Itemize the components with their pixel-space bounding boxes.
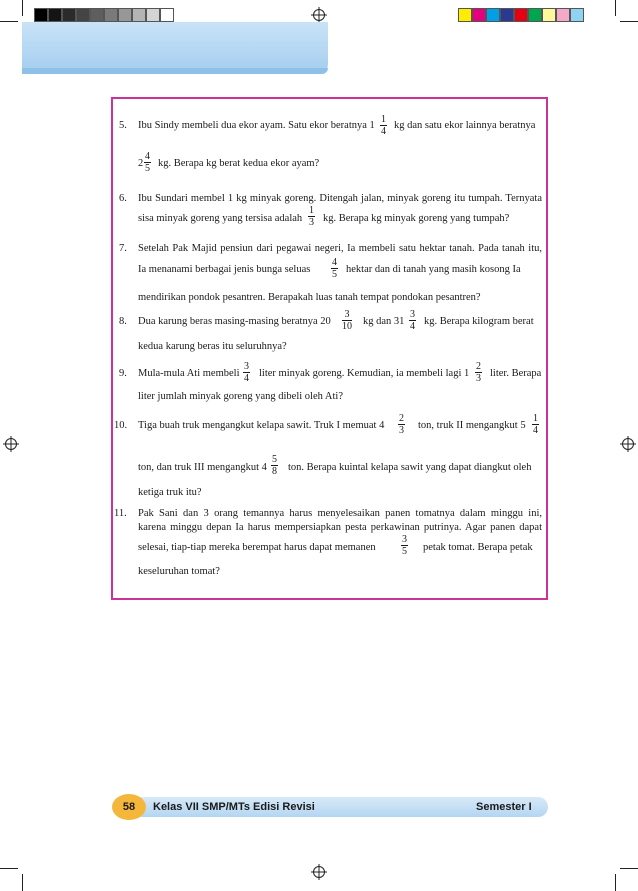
exercise-number: 11. — [114, 508, 127, 519]
exercise-text: kg. Berapa kg minyak goreng yang tumpah? — [323, 213, 510, 224]
crop-mark — [22, 874, 23, 891]
exercise-text: Mula-mula Ati membeli — [138, 368, 240, 379]
exercise-number: 10. — [114, 420, 128, 431]
grayscale-calibration-bar — [34, 8, 174, 22]
fraction: $\frac{2}{3}$ — [399, 413, 404, 436]
exercise-text: selesai, tiap-tiap mereka berempat harus dapat memanen — [138, 542, 376, 553]
fraction: $\frac{4}{5}$ — [145, 151, 150, 174]
exercise-text: sisa minyak goreng yang tersisa adalah — [138, 213, 303, 224]
semester-label: Semester I — [476, 801, 532, 813]
exercise-text: mendirikan pondok pesantren. Berapakah luas tanah tempat pondokan pesantren? — [138, 292, 481, 303]
calibration-swatch — [556, 8, 570, 22]
fraction: $\frac{3}{4}$ — [244, 361, 249, 384]
calibration-swatch — [514, 8, 528, 22]
crop-mark — [620, 21, 638, 22]
exercise-text: Ibu Sindy membeli dua ekor ayam. Satu ekor beratnya 1 — [138, 120, 375, 131]
calibration-swatch — [458, 8, 472, 22]
exercise-number: 6. — [119, 193, 127, 204]
exercise-text: Setelah Pak Majid pensiun dari pegawai negeri, Ia membeli satu hektar tanah. Pada tanah itu, — [138, 243, 542, 254]
fraction: $\frac{1}{4}$ — [533, 413, 538, 436]
fraction: $\frac{3}{4}$ — [410, 309, 415, 332]
fraction: $\frac{2}{3}$ — [476, 361, 481, 384]
exercise-text: ton, truk II mengangkut 5 — [418, 420, 526, 431]
color-calibration-bar — [458, 8, 584, 22]
exercise-text: kg dan 31 — [363, 316, 405, 327]
fraction: $\frac{1}{3}$ — [309, 205, 314, 228]
page-number: 58 — [112, 794, 146, 820]
calibration-swatch — [90, 8, 104, 22]
exercise-number: 7. — [119, 243, 127, 254]
exercise-text: kg. Berapa kg berat kedua ekor ayam? — [158, 158, 320, 169]
exercise-text: Ia menanami berbagai jenis bunga seluas — [138, 264, 311, 275]
exercise-text: Ibu Sundari membel 1 kg minyak goreng. Ditengah jalan, minyak goreng itu tumpah. Ternyata — [138, 193, 542, 204]
crop-mark — [22, 0, 23, 16]
registration-mark-left — [5, 438, 17, 450]
crop-mark — [0, 21, 18, 22]
exercise-text: ton, dan truk III mengangkut 4 — [138, 462, 267, 473]
exercise-text: ketiga truk itu? — [138, 487, 202, 498]
crop-mark — [0, 868, 18, 869]
calibration-swatch — [104, 8, 118, 22]
calibration-swatch — [542, 8, 556, 22]
exercise-text: Pak Sani dan 3 orang temannya harus menyelesaikan panen tomatnya dalam minggu ini, — [138, 508, 542, 519]
calibration-swatch — [528, 8, 542, 22]
fraction: $\frac{1}{4}$ — [381, 114, 386, 137]
exercise-number: 8. — [119, 316, 127, 327]
calibration-swatch — [62, 8, 76, 22]
book-title: Kelas VII SMP/MTs Edisi Revisi — [153, 801, 315, 813]
calibration-swatch — [48, 8, 62, 22]
exercise-text: 2 — [138, 158, 144, 169]
calibration-swatch — [500, 8, 514, 22]
crop-mark — [620, 868, 638, 869]
calibration-swatch — [76, 8, 90, 22]
exercise-text: liter minyak goreng. Kemudian, ia membeli lagi 1 — [259, 368, 470, 379]
registration-mark-bottom — [313, 866, 325, 878]
registration-mark-top — [313, 9, 325, 21]
registration-mark-right — [622, 438, 634, 450]
exercise-number: 9. — [119, 368, 127, 379]
exercise-text: ton. Berapa kuintal kelapa sawit yang dapat diangkut oleh — [288, 462, 532, 473]
calibration-swatch — [34, 8, 48, 22]
exercise-text: Dua karung beras masing-masing beratnya 20 — [138, 316, 331, 327]
calibration-swatch — [160, 8, 174, 22]
exercise-text: karena minggu depan Ia harus mempersiapkan pesta perkawinan putrinya. Agar panen dapat — [138, 522, 542, 533]
calibration-swatch — [146, 8, 160, 22]
fraction: $\frac{3}{10}$ — [342, 309, 352, 332]
header-band — [22, 22, 328, 74]
exercise-text: kedua karung beras itu seluruhnya? — [138, 341, 287, 352]
calibration-swatch — [132, 8, 146, 22]
exercise-text: liter. Berapa — [490, 368, 542, 379]
exercise-text: Tiga buah truk mengangkut kelapa sawit. Truk I memuat 4 — [138, 420, 385, 431]
exercise-text: liter jumlah minyak goreng yang dibeli oleh Ati? — [138, 391, 343, 402]
crop-mark — [615, 874, 616, 891]
exercise-text: kg. Berapa kilogram berat — [424, 316, 534, 327]
crop-mark — [615, 0, 616, 16]
calibration-swatch — [472, 8, 486, 22]
calibration-swatch — [118, 8, 132, 22]
calibration-swatch — [570, 8, 584, 22]
exercise-text: keseluruhan tomat? — [138, 566, 220, 577]
calibration-swatch — [486, 8, 500, 22]
fraction: $\frac{5}{8}$ — [272, 454, 277, 477]
exercise-text: hektar dan di tanah yang masih kosong Ia — [346, 264, 521, 275]
exercise-text: kg dan satu ekor lainnya beratnya — [394, 120, 536, 131]
fraction: $\frac{4}{5}$ — [332, 257, 337, 280]
fraction: $\frac{3}{5}$ — [402, 534, 407, 557]
exercise-number: 5. — [119, 120, 127, 131]
exercise-text: petak tomat. Berapa petak — [423, 542, 533, 553]
